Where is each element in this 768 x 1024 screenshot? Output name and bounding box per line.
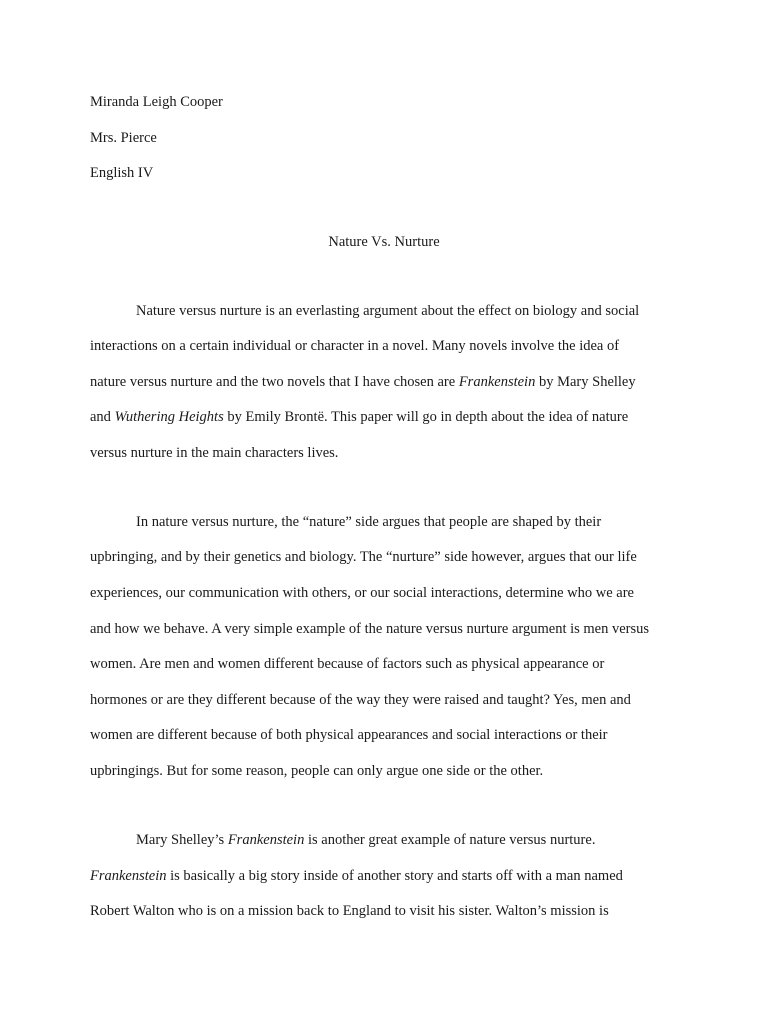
text-run: by Mary Shelley (535, 374, 636, 390)
text-run: and how we behave. A very simple example of the nature versus nurture argument is men versus (90, 621, 650, 637)
book-title: Frankenstein (90, 868, 167, 884)
text-run: Mary Shelley’s (136, 832, 228, 848)
text-line (90, 903, 609, 920)
text-run: upbringing, and by their genetics and biology. The “nurture” side however, argues that our life (90, 549, 637, 565)
text-line (136, 832, 595, 849)
author-name: Miranda Leigh Cooper (90, 94, 223, 110)
text-line (90, 409, 628, 426)
course-name: English IV (90, 165, 154, 181)
text-line (136, 303, 639, 320)
essay-title: Nature Vs. Nurture (328, 234, 440, 250)
text-run: Nature versus nurture is an everlasting argument about the effect on biology and social (136, 303, 640, 319)
text-run: Robert Walton who is on a mission back to England to visit his sister. Walton’s mission is (90, 903, 609, 919)
book-title: Wuthering Heights (114, 409, 224, 425)
text-line (90, 656, 604, 673)
text-line (90, 692, 631, 709)
text-line (90, 763, 543, 780)
text-run: upbringings. But for some reason, people can only argue one side or the other. (90, 763, 544, 779)
book-title: Frankenstein (458, 374, 536, 390)
text-run: hormones or are they different because of the way they were raised and taught? Yes, men and (90, 692, 631, 708)
text-run: experiences, our communication with others, or our social interactions, determine who we are (90, 585, 634, 601)
text-run: is another great example of nature versus nurture. (304, 832, 596, 848)
text-line (90, 338, 619, 355)
text-line (90, 621, 649, 638)
text-line (90, 374, 636, 391)
text-run: women are different because of both physical appearances and social interactions or their (90, 727, 608, 743)
teacher-name: Mrs. Pierce (90, 130, 157, 146)
text-line (136, 514, 601, 531)
text-run: In nature versus nurture, the “nature” side argues that people are shaped by their (136, 514, 602, 530)
text-line (90, 549, 637, 566)
text-run: women. Are men and women different because of factors such as physical appearance or (90, 656, 605, 672)
book-title: Frankenstein (227, 832, 305, 848)
text-run: interactions on a certain individual or character in a novel. Many novels involve the idea of (90, 338, 620, 354)
text-run: is basically a big story inside of another story and starts off with a man named (166, 868, 623, 884)
text-line (90, 445, 338, 462)
text-run: and (90, 409, 115, 425)
text-run: nature versus nurture and the two novels that I have chosen are (90, 374, 459, 390)
text-run: by Emily Brontë. This paper will go in depth about the idea of nature (223, 409, 629, 425)
text-line (90, 727, 608, 744)
text-line (90, 585, 634, 602)
text-run: versus nurture in the main characters lives. (90, 445, 339, 461)
text-line (90, 868, 623, 885)
